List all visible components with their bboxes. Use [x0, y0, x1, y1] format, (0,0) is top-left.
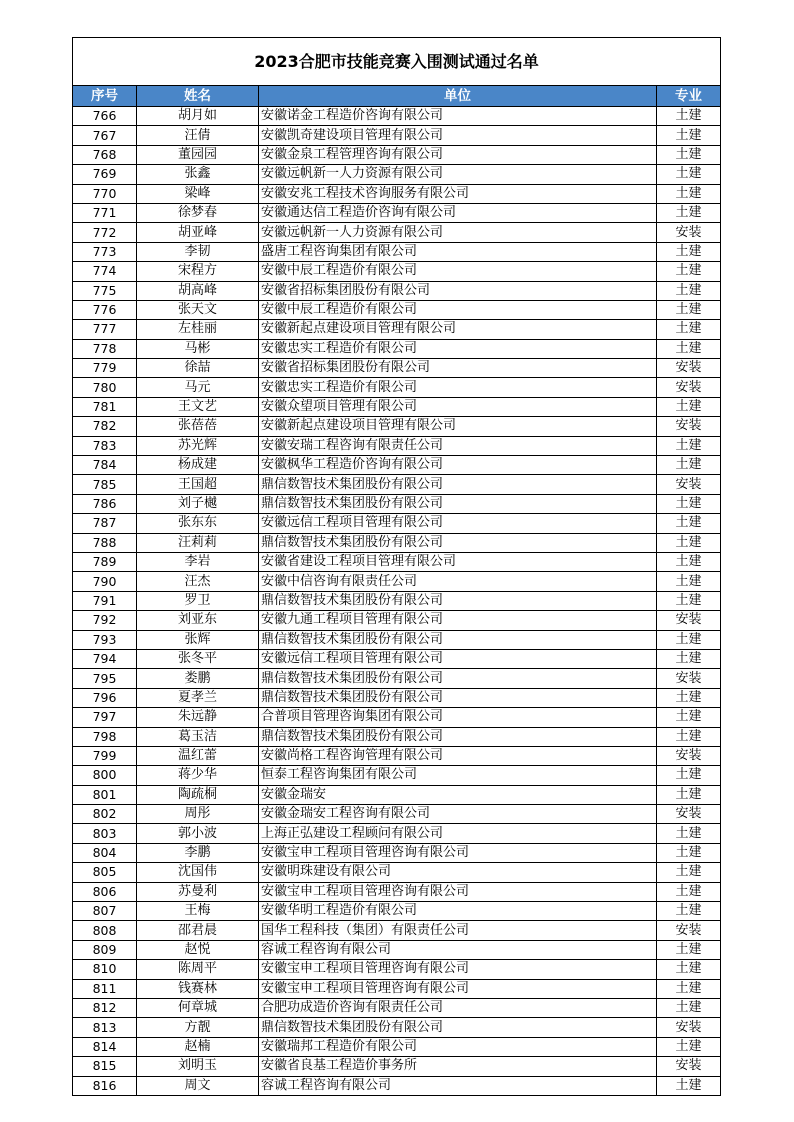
- table-row: [73, 591, 721, 610]
- row-name: 刘亚东: [137, 611, 259, 630]
- row-major: 土建: [657, 552, 721, 571]
- row-unit: 安徽宝申工程项目管理咨询有限公司: [259, 979, 657, 998]
- row-unit: 安徽凯奇建设项目管理有限公司: [259, 126, 657, 145]
- row-unit: 鼎信数智技术集团股份有限公司: [259, 475, 657, 494]
- row-index: 801: [73, 785, 137, 804]
- row-unit: 鼎信数智技术集团股份有限公司: [259, 727, 657, 746]
- row-index: 783: [73, 436, 137, 455]
- row-name: 汪倩: [137, 126, 259, 145]
- table-row: [73, 242, 721, 261]
- row-major: 土建: [657, 1076, 721, 1095]
- row-index: 810: [73, 960, 137, 979]
- row-index: 778: [73, 339, 137, 358]
- row-index: 774: [73, 262, 137, 281]
- table-row: [73, 785, 721, 804]
- row-index: 811: [73, 979, 137, 998]
- row-unit: 安徽远信工程项目管理有限公司: [259, 514, 657, 533]
- table-row: [73, 688, 721, 707]
- row-name: 沈国伟: [137, 863, 259, 882]
- table-row: [73, 669, 721, 688]
- row-unit: 上海正弘建设工程顾问有限公司: [259, 824, 657, 843]
- row-major: 土建: [657, 727, 721, 746]
- row-name: 王文艺: [137, 397, 259, 416]
- row-name: 苏光辉: [137, 436, 259, 455]
- table-row: [73, 611, 721, 630]
- row-major: 土建: [657, 514, 721, 533]
- row-name: 李鹏: [137, 843, 259, 862]
- row-major: 安装: [657, 417, 721, 436]
- row-major: 安装: [657, 359, 721, 378]
- row-name: 梁峰: [137, 184, 259, 203]
- row-unit: 鼎信数智技术集团股份有限公司: [259, 688, 657, 707]
- row-index: 773: [73, 242, 137, 261]
- row-name: 左桂丽: [137, 320, 259, 339]
- row-index: 790: [73, 572, 137, 591]
- row-unit: 安徽省建设工程项目管理有限公司: [259, 552, 657, 571]
- row-major: 安装: [657, 1057, 721, 1076]
- row-major: 土建: [657, 960, 721, 979]
- row-major: 土建: [657, 902, 721, 921]
- row-name: 邵君晨: [137, 921, 259, 940]
- table-row: [73, 514, 721, 533]
- row-major: 土建: [657, 824, 721, 843]
- row-unit: 国华工程科技（集团）有限责任公司: [259, 921, 657, 940]
- row-name: 娄鹏: [137, 669, 259, 688]
- row-name: 胡月如: [137, 107, 259, 126]
- row-name: 张天文: [137, 300, 259, 319]
- row-major: 安装: [657, 669, 721, 688]
- row-index: 813: [73, 1018, 137, 1037]
- row-name: 方靓: [137, 1018, 259, 1037]
- row-index: 772: [73, 223, 137, 242]
- row-major: 安装: [657, 611, 721, 630]
- row-index: 809: [73, 940, 137, 959]
- table-row: [73, 339, 721, 358]
- row-name: 赵楠: [137, 1037, 259, 1056]
- row-major: 土建: [657, 630, 721, 649]
- row-major: 土建: [657, 281, 721, 300]
- row-index: 766: [73, 107, 137, 126]
- row-major: 土建: [657, 126, 721, 145]
- row-index: 786: [73, 494, 137, 513]
- row-index: 800: [73, 766, 137, 785]
- table-row: [73, 165, 721, 184]
- row-index: 779: [73, 359, 137, 378]
- row-unit: 合普项目管理咨询集团有限公司: [259, 708, 657, 727]
- table-row: [73, 378, 721, 397]
- row-major: 土建: [657, 436, 721, 455]
- row-name: 张蓓蓓: [137, 417, 259, 436]
- row-unit: 安徽瑞邦工程造价有限公司: [259, 1037, 657, 1056]
- row-index: 812: [73, 998, 137, 1017]
- row-unit: 鼎信数智技术集团股份有限公司: [259, 533, 657, 552]
- row-name: 杨成建: [137, 456, 259, 475]
- row-name: 罗卫: [137, 591, 259, 610]
- table-row: [73, 397, 721, 416]
- row-unit: 安徽华明工程造价有限公司: [259, 902, 657, 921]
- table-row: [73, 203, 721, 222]
- header-unit: 单位: [259, 86, 657, 107]
- row-name: 钱赛林: [137, 979, 259, 998]
- row-unit: 安徽尚格工程咨询管理有限公司: [259, 746, 657, 765]
- row-unit: 安徽诺金工程造价咨询有限公司: [259, 107, 657, 126]
- row-name: 陈周平: [137, 960, 259, 979]
- table-row: [73, 107, 721, 126]
- row-unit: 安徽宝申工程项目管理咨询有限公司: [259, 882, 657, 901]
- row-index: 787: [73, 514, 137, 533]
- table-row: [73, 805, 721, 824]
- row-unit: 安徽金瑞安工程咨询有限公司: [259, 805, 657, 824]
- row-index: 793: [73, 630, 137, 649]
- row-index: 802: [73, 805, 137, 824]
- table-row: [73, 921, 721, 940]
- row-name: 赵悦: [137, 940, 259, 959]
- row-major: 土建: [657, 456, 721, 475]
- row-name: 胡高峰: [137, 281, 259, 300]
- row-name: 何章城: [137, 998, 259, 1017]
- row-name: 胡亚峰: [137, 223, 259, 242]
- row-unit: 安徽远帆新一人力资源有限公司: [259, 165, 657, 184]
- row-major: 土建: [657, 494, 721, 513]
- row-unit: 安徽省招标集团股份有限公司: [259, 359, 657, 378]
- row-major: 土建: [657, 262, 721, 281]
- row-major: 土建: [657, 320, 721, 339]
- table-row: [73, 882, 721, 901]
- table-row: [73, 1037, 721, 1056]
- row-unit: 安徽金瑞安: [259, 785, 657, 804]
- table-row: [73, 843, 721, 862]
- table-row: [73, 281, 721, 300]
- table-row: [73, 649, 721, 668]
- row-unit: 恒泰工程咨询集团有限公司: [259, 766, 657, 785]
- row-name: 汪莉莉: [137, 533, 259, 552]
- row-major: 土建: [657, 339, 721, 358]
- table-row: [73, 456, 721, 475]
- header-name: 姓名: [137, 86, 259, 107]
- table-row: [73, 998, 721, 1017]
- row-unit: 安徽新起点建设项目管理有限公司: [259, 417, 657, 436]
- header-major: 专业: [657, 86, 721, 107]
- row-unit: 合肥功成造价咨询有限责任公司: [259, 998, 657, 1017]
- table-row: [73, 475, 721, 494]
- row-name: 刘明玉: [137, 1057, 259, 1076]
- row-unit: 安徽省良基工程造价事务所: [259, 1057, 657, 1076]
- row-major: 土建: [657, 708, 721, 727]
- row-index: 806: [73, 882, 137, 901]
- row-name: 张东东: [137, 514, 259, 533]
- table-row: [73, 436, 721, 455]
- row-unit: 安徽忠实工程造价有限公司: [259, 378, 657, 397]
- row-unit: 安徽安瑞工程咨询有限责任公司: [259, 436, 657, 455]
- row-major: 土建: [657, 998, 721, 1017]
- row-major: 土建: [657, 397, 721, 416]
- row-unit: 容诚工程咨询有限公司: [259, 1076, 657, 1095]
- table-row: [73, 1057, 721, 1076]
- row-major: 土建: [657, 688, 721, 707]
- row-unit: 鼎信数智技术集团股份有限公司: [259, 1018, 657, 1037]
- row-major: 土建: [657, 300, 721, 319]
- row-major: 安装: [657, 805, 721, 824]
- row-major: 土建: [657, 649, 721, 668]
- row-name: 李韧: [137, 242, 259, 261]
- row-name: 徐梦春: [137, 203, 259, 222]
- row-name: 周文: [137, 1076, 259, 1095]
- row-major: 土建: [657, 184, 721, 203]
- table-row: [73, 417, 721, 436]
- row-name: 宋程方: [137, 262, 259, 281]
- row-major: 安装: [657, 746, 721, 765]
- row-unit: 鼎信数智技术集团股份有限公司: [259, 494, 657, 513]
- table-row: [73, 940, 721, 959]
- row-index: 780: [73, 378, 137, 397]
- row-name: 刘子樾: [137, 494, 259, 513]
- row-name: 周彤: [137, 805, 259, 824]
- row-index: 805: [73, 863, 137, 882]
- row-unit: 安徽宝申工程项目管理咨询有限公司: [259, 960, 657, 979]
- row-index: 792: [73, 611, 137, 630]
- table-row: [73, 824, 721, 843]
- row-index: 785: [73, 475, 137, 494]
- row-major: 土建: [657, 940, 721, 959]
- row-index: 767: [73, 126, 137, 145]
- row-index: 814: [73, 1037, 137, 1056]
- row-name: 夏孝兰: [137, 688, 259, 707]
- table-row: [73, 494, 721, 513]
- table-row: [73, 630, 721, 649]
- row-name: 张辉: [137, 630, 259, 649]
- row-major: 土建: [657, 843, 721, 862]
- row-major: 土建: [657, 145, 721, 164]
- row-name: 汪杰: [137, 572, 259, 591]
- row-name: 张鑫: [137, 165, 259, 184]
- row-unit: 安徽宝申工程项目管理咨询有限公司: [259, 843, 657, 862]
- row-index: 794: [73, 649, 137, 668]
- row-major: 土建: [657, 766, 721, 785]
- row-unit: 安徽枫华工程造价咨询有限公司: [259, 456, 657, 475]
- table-row: [73, 863, 721, 882]
- row-index: 799: [73, 746, 137, 765]
- row-major: 土建: [657, 572, 721, 591]
- row-index: 797: [73, 708, 137, 727]
- row-unit: 安徽省招标集团股份有限公司: [259, 281, 657, 300]
- table-row: [73, 572, 721, 591]
- row-major: 土建: [657, 591, 721, 610]
- table-row: [73, 746, 721, 765]
- table-row: [73, 979, 721, 998]
- table-row: [73, 1076, 721, 1095]
- row-unit: 鼎信数智技术集团股份有限公司: [259, 630, 657, 649]
- row-unit: 盛唐工程咨询集团有限公司: [259, 242, 657, 261]
- row-index: 803: [73, 824, 137, 843]
- table-header-row: [73, 86, 721, 107]
- row-index: 816: [73, 1076, 137, 1095]
- row-index: 815: [73, 1057, 137, 1076]
- row-unit: 安徽通达信工程造价咨询有限公司: [259, 203, 657, 222]
- row-name: 陶疏桐: [137, 785, 259, 804]
- row-major: 土建: [657, 863, 721, 882]
- header-index: 序号: [73, 86, 137, 107]
- table-row: [73, 766, 721, 785]
- row-unit: 安徽众望项目管理有限公司: [259, 397, 657, 416]
- row-name: 王梅: [137, 902, 259, 921]
- table-row: [73, 708, 721, 727]
- row-index: 771: [73, 203, 137, 222]
- table-body: [73, 107, 721, 1096]
- row-name: 苏曼利: [137, 882, 259, 901]
- table-row: [73, 552, 721, 571]
- row-name: 蒋少华: [137, 766, 259, 785]
- row-index: 784: [73, 456, 137, 475]
- table-row: [73, 184, 721, 203]
- row-index: 788: [73, 533, 137, 552]
- row-major: 土建: [657, 203, 721, 222]
- row-name: 葛玉洁: [137, 727, 259, 746]
- row-unit: 鼎信数智技术集团股份有限公司: [259, 669, 657, 688]
- row-major: 土建: [657, 242, 721, 261]
- row-major: 安装: [657, 223, 721, 242]
- row-major: 安装: [657, 475, 721, 494]
- row-unit: 安徽远帆新一人力资源有限公司: [259, 223, 657, 242]
- roster-table: [72, 37, 721, 1096]
- row-index: 804: [73, 843, 137, 862]
- table-row: [73, 223, 721, 242]
- row-unit: 安徽远信工程项目管理有限公司: [259, 649, 657, 668]
- row-index: 768: [73, 145, 137, 164]
- row-index: 769: [73, 165, 137, 184]
- row-unit: 安徽新起点建设项目管理有限公司: [259, 320, 657, 339]
- roster-sheet: [72, 37, 720, 1096]
- row-major: 土建: [657, 533, 721, 552]
- row-index: 776: [73, 300, 137, 319]
- row-index: 796: [73, 688, 137, 707]
- row-major: 土建: [657, 979, 721, 998]
- row-name: 马元: [137, 378, 259, 397]
- row-unit: 安徽九通工程项目管理有限公司: [259, 611, 657, 630]
- row-index: 795: [73, 669, 137, 688]
- table-row: [73, 533, 721, 552]
- row-major: 土建: [657, 107, 721, 126]
- row-major: 土建: [657, 882, 721, 901]
- row-name: 李岩: [137, 552, 259, 571]
- row-index: 777: [73, 320, 137, 339]
- row-unit: 容诚工程咨询有限公司: [259, 940, 657, 959]
- table-row: [73, 727, 721, 746]
- row-name: 温红蕾: [137, 746, 259, 765]
- table-row: [73, 902, 721, 921]
- row-name: 马彬: [137, 339, 259, 358]
- row-major: 土建: [657, 165, 721, 184]
- row-major: 土建: [657, 1037, 721, 1056]
- row-unit: 鼎信数智技术集团股份有限公司: [259, 591, 657, 610]
- table-row: [73, 262, 721, 281]
- row-index: 781: [73, 397, 137, 416]
- row-unit: 安徽中信咨询有限责任公司: [259, 572, 657, 591]
- table-row: [73, 1018, 721, 1037]
- row-unit: 安徽中辰工程造价有限公司: [259, 300, 657, 319]
- row-name: 张冬平: [137, 649, 259, 668]
- row-major: 安装: [657, 378, 721, 397]
- row-name: 朱远静: [137, 708, 259, 727]
- row-unit: 安徽中辰工程造价有限公司: [259, 262, 657, 281]
- table-row: [73, 300, 721, 319]
- table-row: [73, 960, 721, 979]
- row-name: 董园园: [137, 145, 259, 164]
- row-major: 安装: [657, 1018, 721, 1037]
- row-unit: 安徽金泉工程管理咨询有限公司: [259, 145, 657, 164]
- row-unit: 安徽明珠建设有限公司: [259, 863, 657, 882]
- row-major: 安装: [657, 921, 721, 940]
- table-row: [73, 320, 721, 339]
- row-unit: 安徽忠实工程造价有限公司: [259, 339, 657, 358]
- row-index: 807: [73, 902, 137, 921]
- row-unit: 安徽安兆工程技术咨询服务有限公司: [259, 184, 657, 203]
- row-index: 808: [73, 921, 137, 940]
- row-index: 775: [73, 281, 137, 300]
- row-index: 782: [73, 417, 137, 436]
- row-major: 土建: [657, 785, 721, 804]
- table-row: [73, 126, 721, 145]
- table-row: [73, 145, 721, 164]
- row-index: 791: [73, 591, 137, 610]
- row-index: 770: [73, 184, 137, 203]
- row-index: 789: [73, 552, 137, 571]
- row-name: 郭小波: [137, 824, 259, 843]
- table-row: [73, 359, 721, 378]
- page-title: 2023合肥市技能竞赛入围测试通过名单: [73, 38, 721, 86]
- row-name: 王国超: [137, 475, 259, 494]
- row-name: 徐喆: [137, 359, 259, 378]
- row-index: 798: [73, 727, 137, 746]
